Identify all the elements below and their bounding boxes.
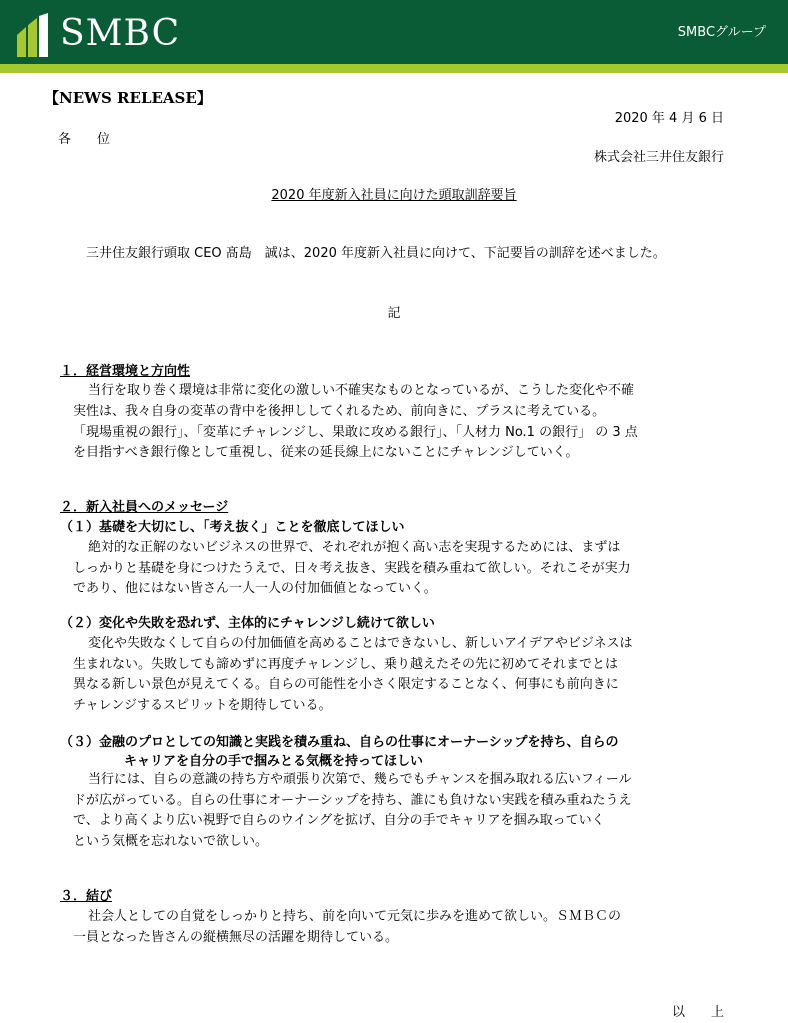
section-1-line: 当行を取り巻く環境は非常に変化の激しい不確実なものとなっているが、こうした変化や不確 [88, 383, 635, 398]
header-stripe [0, 64, 788, 73]
logo-text: SMBC [60, 13, 181, 54]
section-2-2-line: 異なる新しい景色が見えてくる。自らの可能性を小さく限定することなく、何事にも前向きに [73, 677, 619, 692]
section-3-heading: ３．結び [60, 889, 113, 904]
section-2-1-line: 絶対的な正解のないビジネスの世界で、それぞれが抱く高い志を実現するためには、まずは [88, 540, 621, 555]
section-2-3-heading: （３）金融のプロとしての知識と実践を積み重ね、自らの仕事にオーナーシップを持ち、自らの [60, 735, 619, 750]
section-2-1-line: であり、他にはない皆さん一人一人の付加価値となっていく。 [73, 581, 437, 596]
section-2-1-line: しっかりと基礎を身につけたうえで、日々考え抜き、実践を積み重ねて欲しい。それこそが実力 [73, 561, 631, 576]
section-2-3-line: 当行には、自らの意識の持ち方や頑張り次第で、幾らでもチャンスを掴み取れる広いフィール [88, 772, 632, 787]
issuer: 株式会社三井住友銀行 [593, 150, 724, 165]
section-2-2-heading: （２）変化や失敗を恐れず、主体的にチャレンジし続けて欲しい [60, 616, 435, 631]
group-label: SMBCグループ [677, 25, 766, 40]
section-2-1-heading: （１）基礎を大切にし、「考え抜く」ことを徹底してほしい [60, 520, 405, 535]
news-release-tag: 【NEWS RELEASE】 [44, 89, 212, 107]
header-bar [0, 0, 788, 64]
section-2-heading: ２．新入社員へのメッセージ [60, 500, 229, 515]
section-2-2-line: 生まれない。失敗しても諦めずに再度チャレンジし、乗り越えたその先に初めてそれまでとは [73, 657, 618, 672]
ki-marker: 記 [387, 306, 401, 321]
page-title: 2020 年度新入社員に向けた頭取訓辞要旨 [271, 188, 517, 203]
section-2-2-line: チャレンジするスピリットを期待している。 [73, 698, 332, 713]
section-2-3-line: で、より高くより広い視野で自らのウイングを拡げ、自分の手でキャリアを掴み取っていく [73, 813, 605, 828]
addressee: 各 位 [58, 132, 111, 147]
closing-mark: 以 上 [671, 1005, 724, 1020]
section-2-3-line: という気概を忘れないで欲しい。 [73, 834, 269, 849]
lead-paragraph: 三井住友銀行頭取 CEO 髙島 誠は、2020 年度新入社員に向けて、下記要旨の訓辞を述べました。 [86, 246, 666, 261]
section-1-line: を目指すべき銀行像として重視し、従来の延長線上にないことにチャレンジしていく。 [73, 445, 579, 460]
release-date: 2020 年 4 月 6 日 [614, 111, 724, 126]
section-1-line: 「現場重視の銀行」、「変革にチャレンジし、果敢に攻める銀行」、「人材力 No.1 の銀行」 の 3 点 [73, 425, 638, 440]
smbc-logo-icon [17, 13, 49, 57]
section-3-line: 一員となった皆さんの縦横無尽の活躍を期待している。 [73, 930, 399, 945]
section-2-3-heading-cont: キャリアを自分の手で掴みとる気概を持ってほしい [124, 754, 424, 769]
section-2-3-line: ドが広がっている。自らの仕事にオーナーシップを持ち、誰にも負けない実践を積み重ねたうえ [73, 793, 632, 808]
section-2-2-line: 変化や失敗なくして自らの付加価値を高めることはできないし、新しいアイデアやビジネスは [88, 636, 633, 651]
section-3-line: 社会人としての自覚をしっかりと持ち、前を向いて元気に歩みを進めて欲しい。ＳＭＢＣの [88, 909, 622, 924]
section-1-line: 実性は、我々自身の変革の背中を後押ししてくれるため、前向きに、プラスに考えている。 [73, 404, 606, 419]
section-1-heading: １．経営環境と方向性 [60, 364, 191, 379]
